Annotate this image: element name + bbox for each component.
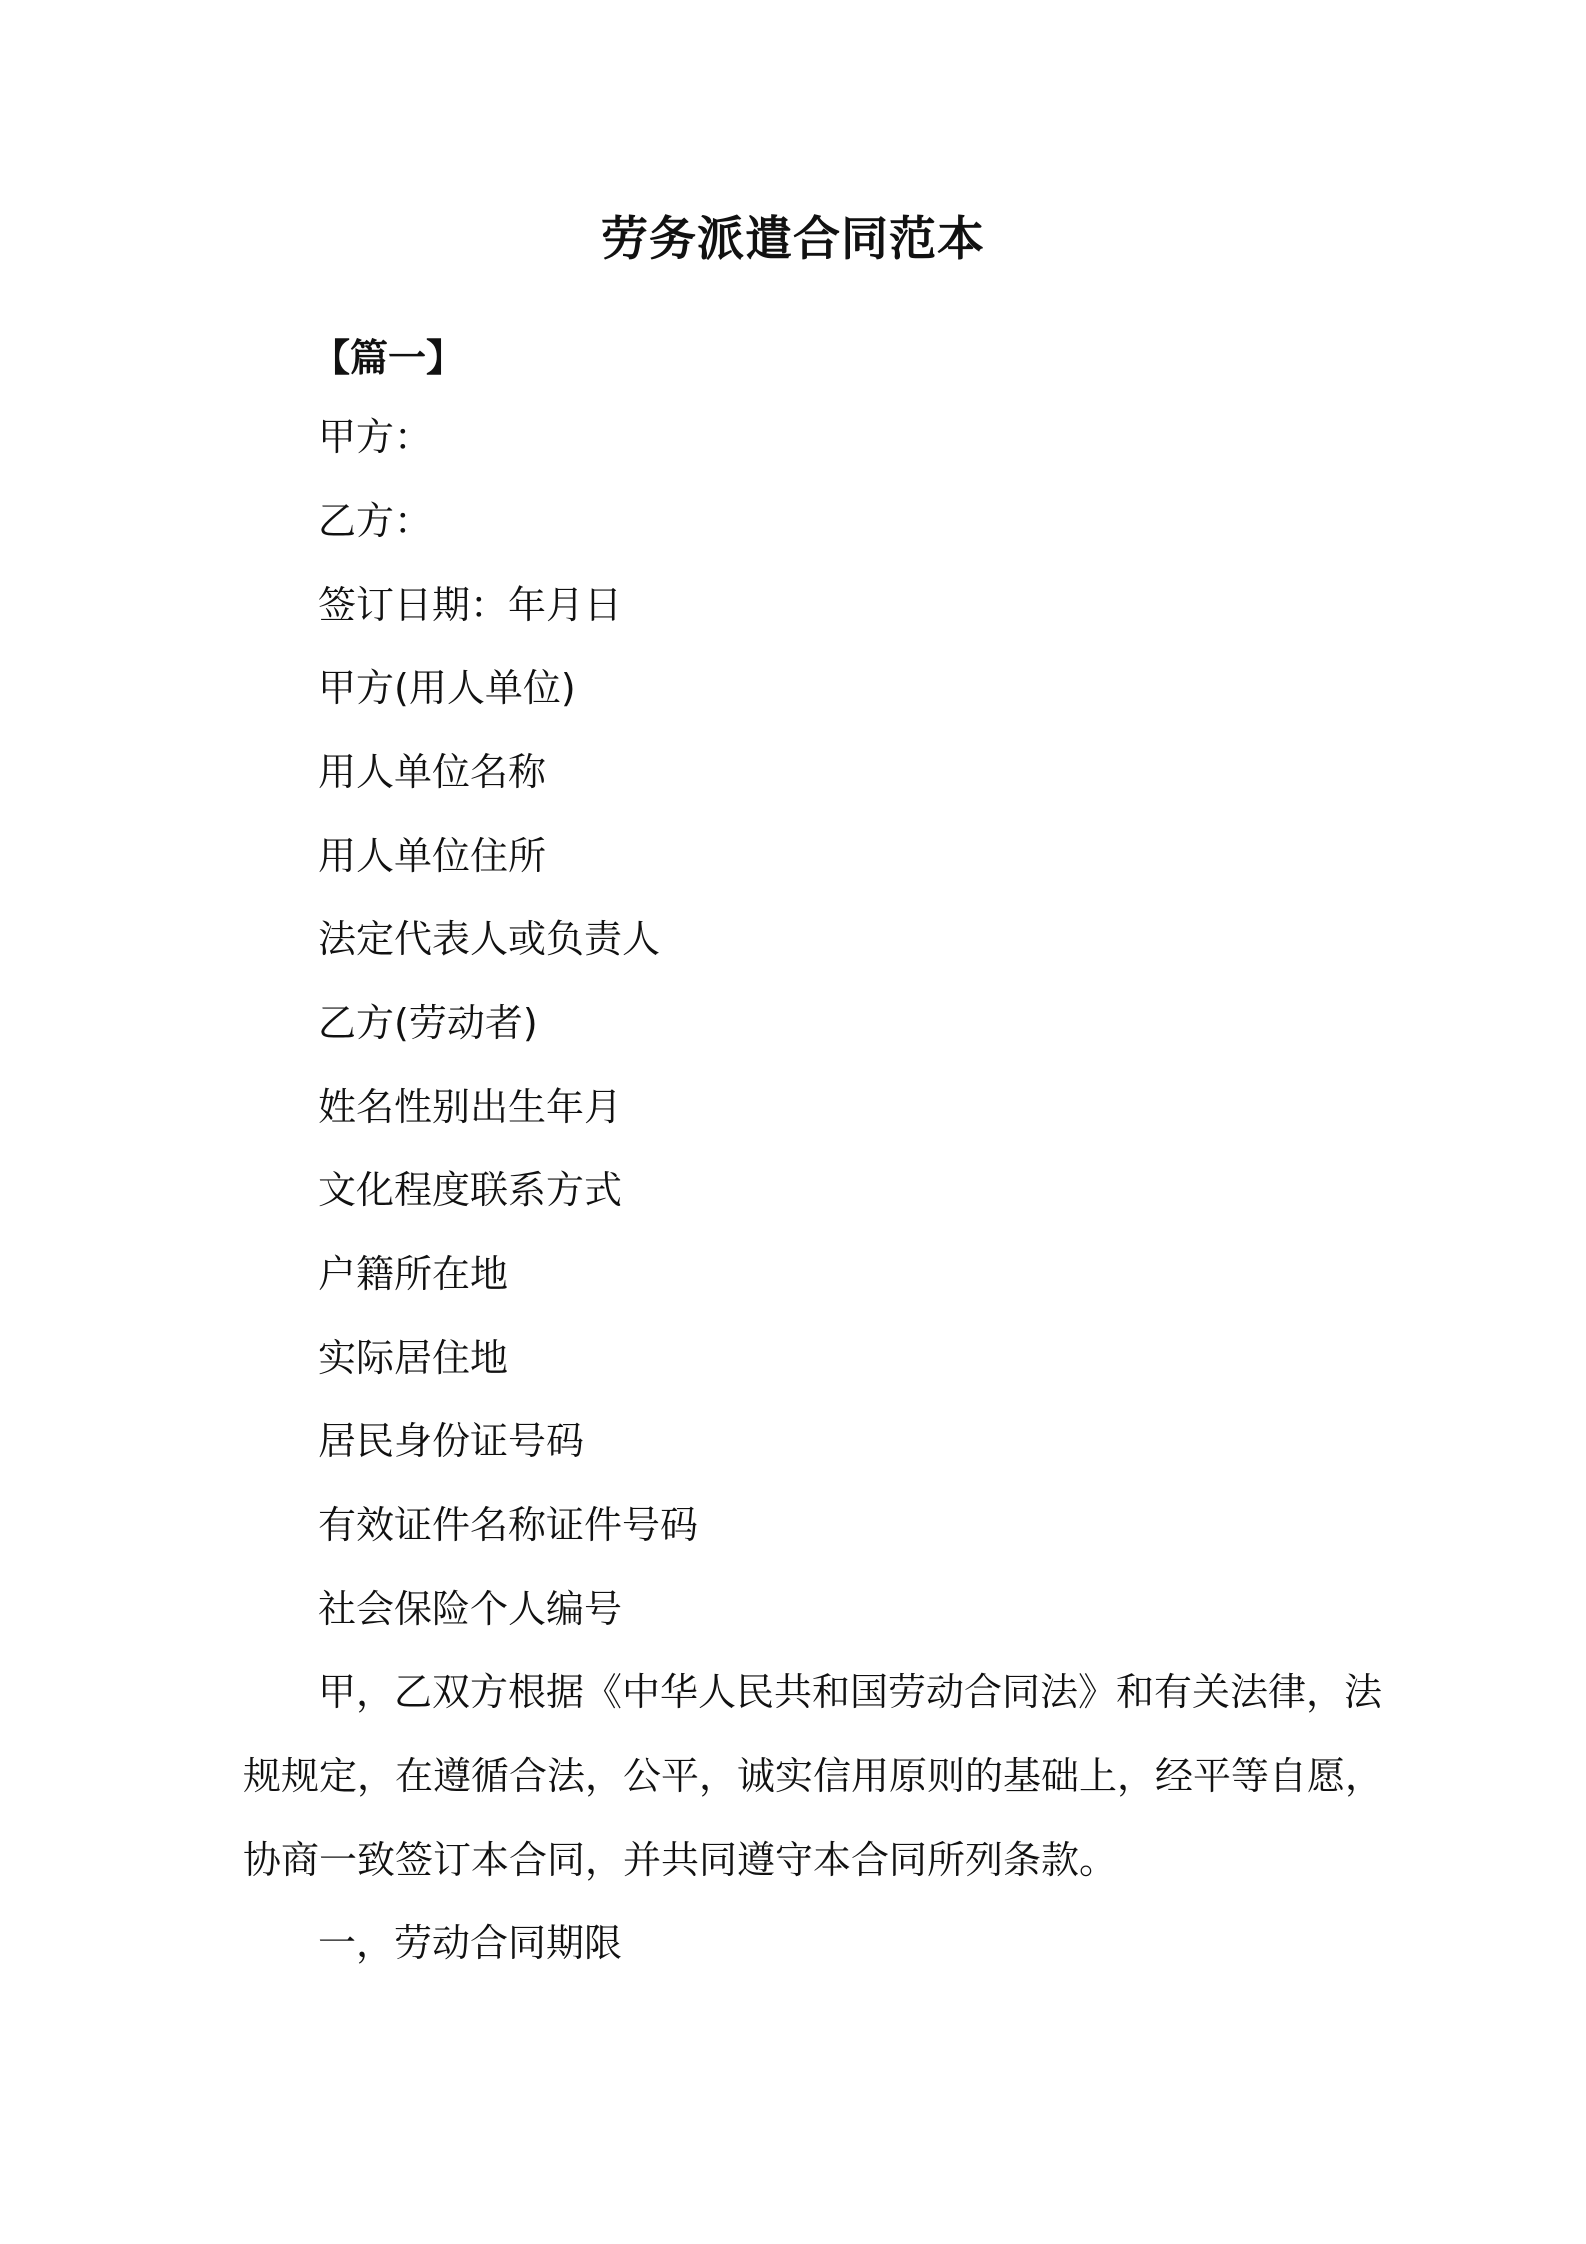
field-employer-name: 用人单位名称	[318, 750, 547, 794]
intro-paragraph-line: 协商一致签订本合同，并共同遵守本合同所列条款。	[243, 1838, 1118, 1882]
field-sign-date: 签订日期：年月日	[318, 583, 623, 627]
clause-heading: 一，劳动合同期限	[318, 1921, 623, 1965]
field-residence: 实际居住地	[318, 1336, 509, 1380]
intro-paragraph-line: 规规定，在遵循合法，公平，诚实信用原则的基础上，经平等自愿，	[243, 1754, 1384, 1798]
field-party-b: 乙方：	[318, 499, 433, 543]
field-id-number: 居民身份证号码	[318, 1419, 585, 1463]
field-party-a: 甲方：	[318, 415, 433, 459]
field-valid-document: 有效证件名称证件号码	[318, 1503, 699, 1547]
field-social-insurance: 社会保险个人编号	[318, 1587, 623, 1631]
field-employer-heading: 甲方(用人单位)	[318, 666, 576, 710]
field-employer-address: 用人单位住所	[318, 834, 547, 878]
field-name-gender-birth: 姓名性别出生年月	[318, 1085, 623, 1129]
field-education-contact: 文化程度联系方式	[318, 1168, 623, 1212]
field-household-reg: 户籍所在地	[318, 1252, 509, 1296]
field-worker-heading: 乙方(劳动者)	[318, 1001, 538, 1045]
field-legal-rep: 法定代表人或负责人	[318, 917, 661, 961]
section-tag: 【篇一】	[312, 336, 465, 380]
document-title: 劳务派遣合同范本	[601, 212, 985, 267]
intro-paragraph-line: 甲，乙双方根据《中华人民共和国劳动合同法》和有关法律，法	[318, 1670, 1383, 1714]
